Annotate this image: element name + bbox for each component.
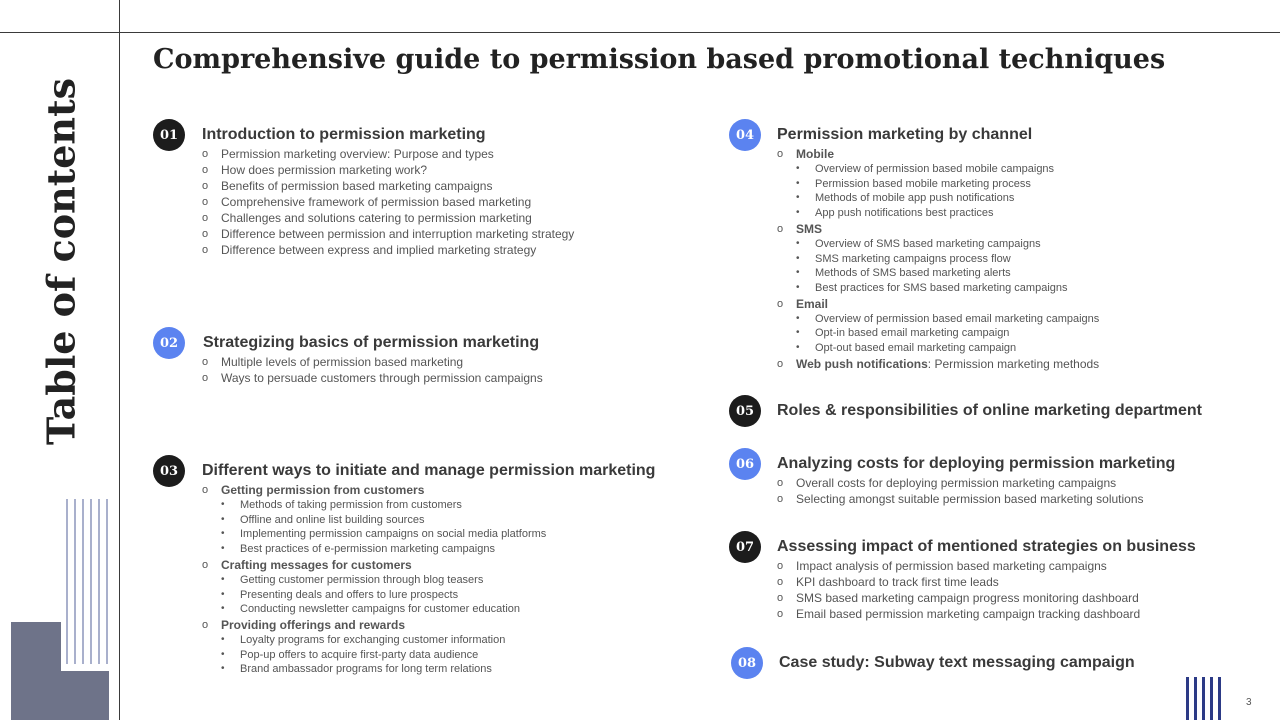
list-item[interactable]: • Opt-in based email marketing campaign — [796, 326, 1099, 341]
list-item[interactable]: • Pop-up offers to acquire first-party data audience — [221, 648, 546, 663]
decorative-stripes — [1186, 677, 1221, 720]
section-title-07[interactable]: Assessing impact of mentioned strategies on business — [777, 538, 1196, 555]
list-item[interactable]: • Presenting deals and offers to lure prospects — [221, 588, 546, 603]
list-group — [777, 296, 1099, 356]
section-title-08[interactable]: Case study: Subway text messaging campaign — [779, 654, 1135, 671]
list-item[interactable]: • Brand ambassador programs for long term relations — [221, 662, 546, 677]
list-item[interactable]: o Benefits of permission based marketing campaigns — [202, 178, 574, 194]
list-item[interactable]: o Challenges and solutions catering to permission marketing — [202, 210, 574, 226]
list-item[interactable]: • Offline and online list building sources — [221, 513, 546, 528]
list-item[interactable]: o Overall costs for deploying permission marketing campaigns — [777, 475, 1144, 491]
list-item[interactable]: • Overview of SMS based marketing campaigns — [796, 237, 1099, 252]
list-group — [202, 557, 546, 617]
section-title-04[interactable]: Permission marketing by channel — [777, 126, 1033, 143]
group-label[interactable]: SMS — [796, 221, 823, 236]
section-07-items — [777, 558, 1140, 622]
list-item[interactable]: o Ways to persuade customers through permission campaigns — [202, 370, 543, 386]
header-divider — [0, 32, 1280, 33]
list-item[interactable]: • Best practices for SMS based marketing campaigns — [796, 281, 1099, 296]
list-item[interactable]: • SMS marketing campaigns process flow — [796, 252, 1099, 267]
section-number-01: 01 — [153, 119, 185, 151]
list-item[interactable]: • Implementing permission campaigns on social media platforms — [221, 527, 546, 542]
section-number-05: 05 — [729, 395, 761, 427]
list-item[interactable]: o SMS based marketing campaign progress monitoring dashboard — [777, 590, 1140, 606]
list-item[interactable]: o Difference between permission and interruption marketing strategy — [202, 226, 574, 242]
section-number-03: 03 — [153, 455, 185, 487]
group-label[interactable]: Crafting messages for customers — [221, 557, 412, 572]
section-number-07: 07 — [729, 531, 761, 563]
group-label[interactable]: Providing offerings and rewards — [221, 617, 406, 632]
group-label[interactable]: Mobile — [796, 147, 834, 161]
section-03-items — [202, 482, 546, 677]
section-06-items — [777, 475, 1144, 507]
list-item[interactable]: • App push notifications best practices — [796, 206, 1099, 221]
list-group — [777, 146, 1099, 221]
list-item[interactable]: o KPI dashboard to track first time leads — [777, 574, 1140, 590]
list-item[interactable]: • Methods of taking permission from customers — [221, 498, 546, 513]
list-group — [202, 482, 546, 557]
group-label[interactable]: Getting permission from customers — [221, 483, 425, 497]
list-item[interactable]: • Getting customer permission through blog teasers — [221, 573, 546, 588]
section-number-06: 06 — [729, 448, 761, 480]
list-item[interactable]: o Email based permission marketing campaign tracking dashboard — [777, 606, 1140, 622]
list-item[interactable]: o Multiple levels of permission based marketing — [202, 354, 543, 370]
group-label: Web push notifications — [796, 356, 928, 371]
decorative-block — [61, 671, 109, 720]
list-item[interactable]: o How does permission marketing work? — [202, 162, 574, 178]
list-item[interactable]: • Permission based mobile marketing process — [796, 177, 1099, 192]
list-item-text: : Permission marketing methods — [927, 356, 1100, 371]
list-item[interactable]: • Opt-out based email marketing campaign — [796, 341, 1099, 356]
list-item[interactable]: • Methods of SMS based marketing alerts — [796, 266, 1099, 281]
section-number-08: 08 — [731, 647, 763, 679]
list-group — [777, 221, 1099, 296]
group-label[interactable]: Email — [796, 296, 829, 311]
list-group — [202, 617, 546, 677]
sidebar-divider — [119, 0, 120, 720]
section-01-items — [202, 146, 574, 258]
list-item[interactable]: o Difference between express and implied marketing strategy — [202, 242, 574, 258]
section-02-items — [202, 354, 543, 386]
page-number: 3 — [1246, 697, 1252, 708]
list-item[interactable]: • Overview of permission based email marketing campaigns — [796, 312, 1099, 327]
decorative-stripes — [66, 499, 108, 664]
section-title-01[interactable]: Introduction to permission marketing — [202, 126, 486, 143]
section-title-05[interactable]: Roles & responsibilities of online marketing department — [777, 402, 1202, 419]
list-item[interactable]: • Methods of mobile app push notifications — [796, 191, 1099, 206]
section-number-02: 02 — [153, 327, 185, 359]
list-item[interactable]: • Best practices of e-permission marketing campaigns — [221, 542, 546, 557]
list-item[interactable]: • Conducting newsletter campaigns for customer education — [221, 602, 546, 617]
page-title: Comprehensive guide to permission based promotional techniques — [153, 44, 1166, 75]
sidebar-title: Table of contents — [38, 77, 84, 445]
section-number-04: 04 — [729, 119, 761, 151]
list-item[interactable]: • Overview of permission based mobile campaigns — [796, 162, 1099, 177]
section-04-items — [777, 146, 1099, 372]
decorative-block — [11, 622, 61, 720]
section-title-02[interactable]: Strategizing basics of permission marketing — [203, 334, 540, 351]
section-title-06[interactable]: Analyzing costs for deploying permission marketing — [777, 455, 1176, 472]
list-item[interactable]: o Comprehensive framework of permission based marketing — [202, 194, 574, 210]
list-item[interactable]: o Impact analysis of permission based marketing campaigns — [777, 558, 1140, 574]
section-title-03[interactable]: Different ways to initiate and manage permission marketing — [202, 462, 656, 479]
list-item[interactable]: o Selecting amongst suitable permission based marketing solutions — [777, 491, 1144, 507]
list-item[interactable]: • Loyalty programs for exchanging customer information — [221, 633, 546, 648]
list-item[interactable]: o Permission marketing overview: Purpose and types — [202, 146, 574, 162]
list-item[interactable] — [777, 356, 1099, 372]
